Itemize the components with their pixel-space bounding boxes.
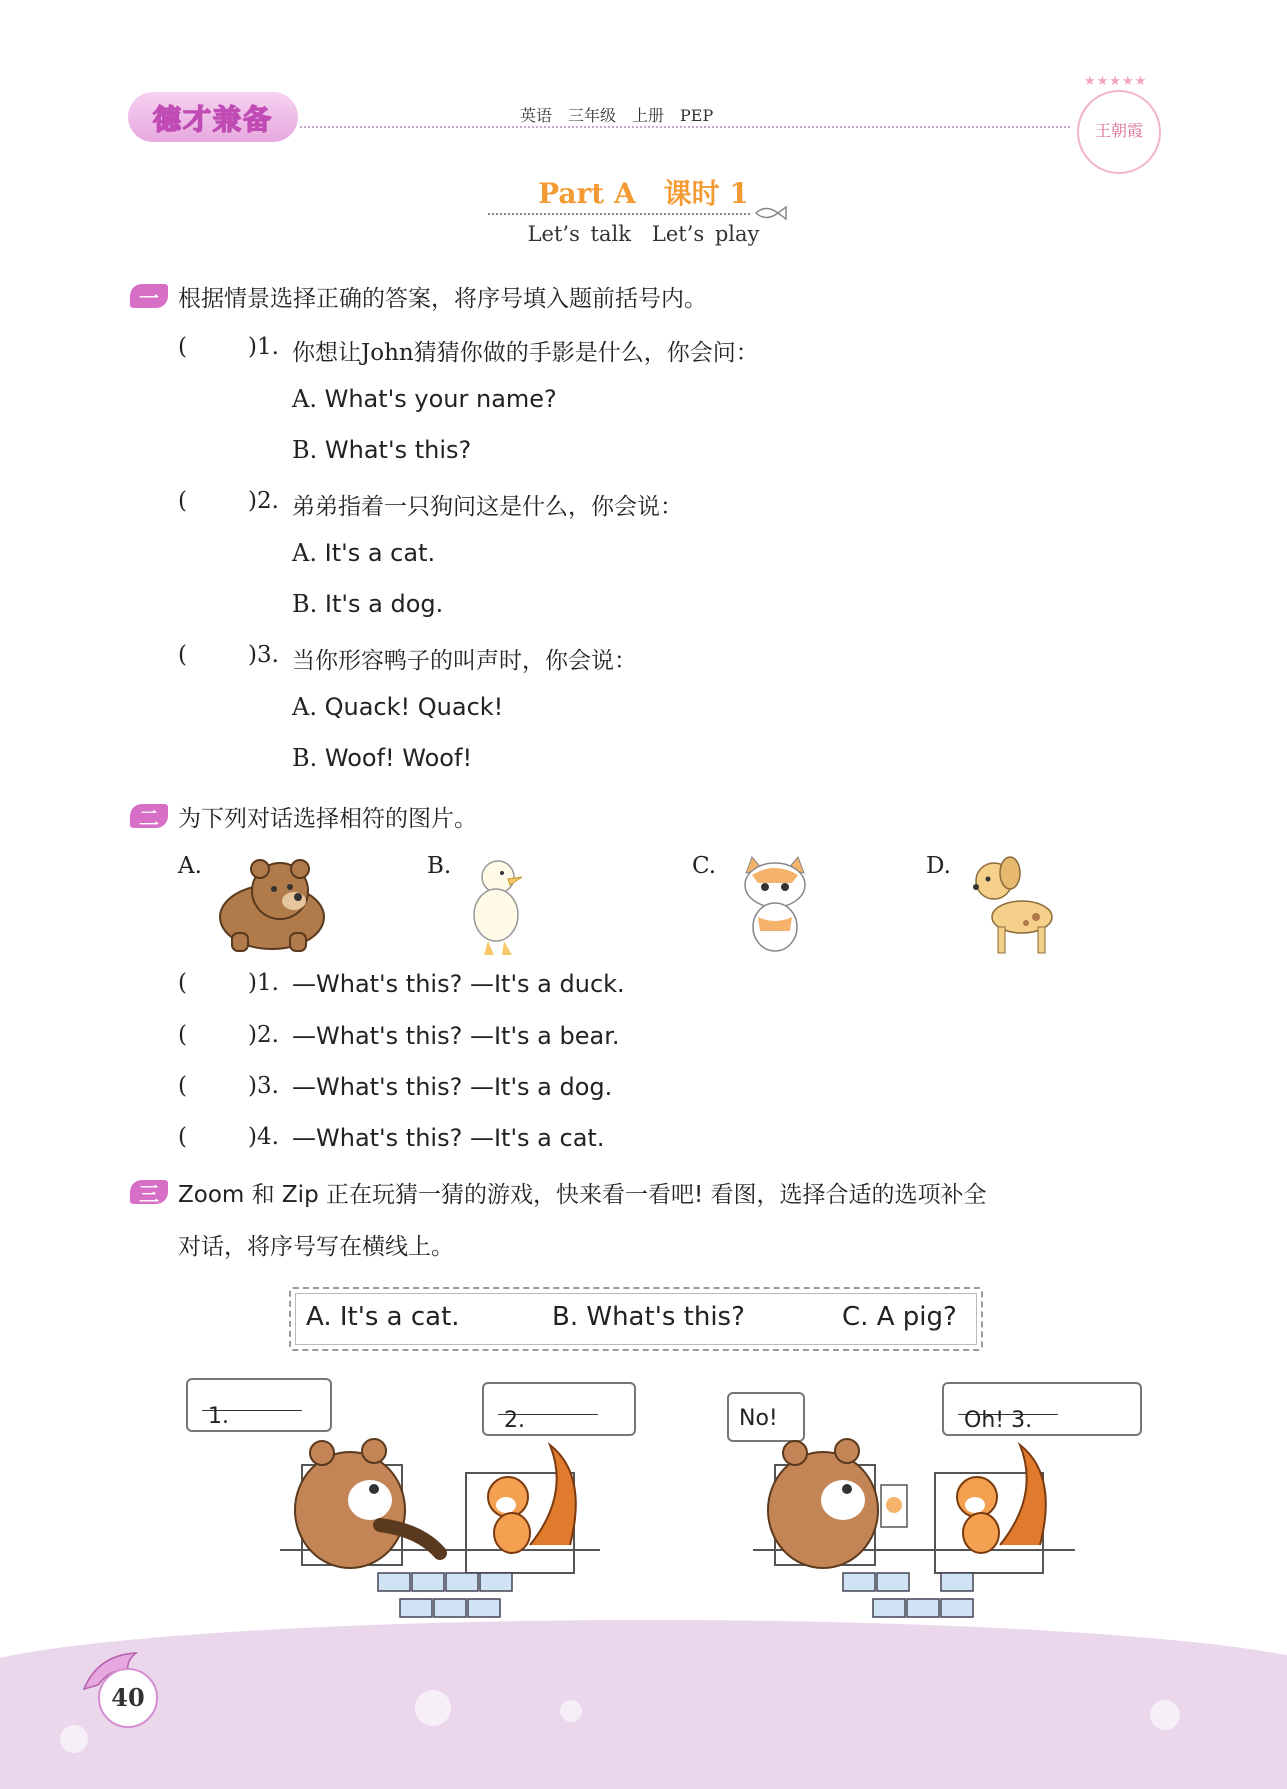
speech-bubble-3: No! [727, 1392, 805, 1442]
s2-item4-text: —What's this? —It's a cat. [292, 1124, 605, 1152]
brand-logo [128, 92, 298, 142]
q3-paren: ( [178, 642, 187, 668]
q3-stem: 当你形容鸭子的叫声时，你会说： [292, 648, 637, 674]
dog-icon [960, 855, 1060, 960]
q2-option-b[interactable]: B. It's a dog. [292, 590, 444, 618]
section3-instruction-line2: 对话，将序号写在横线上。 [178, 1234, 454, 1260]
seal-text: 王朝霞 [1094, 121, 1143, 140]
q1-stem: 你想让John猜猜你做的手影是什么，你会问： [292, 340, 759, 366]
q3-number: )3. [248, 642, 279, 668]
s2-item4-paren: ( [178, 1124, 187, 1150]
q2-number: )2. [248, 488, 279, 514]
cat-icon [728, 855, 823, 955]
title-divider [488, 213, 750, 215]
q3-option-b[interactable]: B. Woof! Woof! [292, 744, 473, 772]
q2-paren: ( [178, 488, 187, 514]
section3-instruction-line1: Zoom 和 Zip 正在玩猜一猜的游戏，快来看一看吧! 看图，选择合适的选项补全 [178, 1182, 987, 1208]
decor-bubble [560, 1700, 582, 1722]
section1-instruction: 根据情景选择正确的答案，将序号填入题前括号内。 [178, 286, 707, 312]
q1-number: )1. [248, 334, 279, 360]
decor-bubble [415, 1690, 451, 1726]
page-number: 40 [98, 1668, 158, 1728]
picture-label-a: A. [178, 853, 202, 879]
q2-option-a[interactable]: A. It's a cat. [292, 539, 436, 567]
s2-item2-number: )2. [248, 1022, 279, 1048]
s2-item1-text: —What's this? —It's a duck. [292, 970, 625, 998]
speech-bubble-1: 1. [186, 1378, 332, 1432]
brand-text: 德才兼备 [152, 103, 273, 136]
q1-option-b[interactable]: B. What's this? [292, 436, 472, 464]
picture-label-d: D. [926, 853, 951, 879]
s2-item3-text: —What's this? —It's a dog. [292, 1073, 613, 1101]
s2-item3-number: )3. [248, 1073, 279, 1099]
choice-c[interactable]: C. A pig? [842, 1302, 957, 1332]
s2-item2-paren: ( [178, 1022, 187, 1048]
choice-a[interactable]: A. It's a cat. [306, 1302, 460, 1332]
q3-option-a[interactable]: A. Quack! Quack! [292, 693, 504, 721]
q1-paren: ( [178, 334, 187, 360]
section2-instruction: 为下列对话选择相符的图片。 [178, 806, 477, 832]
s2-item1-paren: ( [178, 970, 187, 996]
duck-icon [458, 855, 538, 960]
decor-bubble [1150, 1700, 1180, 1730]
q1-option-a[interactable]: A. What's your name? [292, 385, 557, 413]
author-seal [1077, 90, 1161, 174]
section1-badge: 一 [130, 284, 168, 308]
s2-item4-number: )4. [248, 1124, 279, 1150]
bear-zoom-squirrel-zip-scene [270, 1415, 620, 1625]
header-divider [300, 126, 1070, 128]
decor-bubble [60, 1725, 88, 1753]
section3-badge: 三 [130, 1180, 168, 1204]
stars-icon: ★★★★★ [1084, 74, 1148, 89]
picture-label-c: C. [692, 853, 717, 879]
s2-item1-number: )1. [248, 970, 279, 996]
footer-band [0, 1658, 1287, 1789]
bear-icon [210, 855, 330, 955]
q2-stem: 弟弟指着一只狗问这是什么，你会说： [292, 494, 683, 520]
choice-b[interactable]: B. What's this? [552, 1302, 745, 1332]
picture-label-b: B. [427, 853, 452, 879]
page-subtitle: Let’s talk Let’s play [527, 222, 760, 246]
s2-item3-paren: ( [178, 1073, 187, 1099]
subject-line: 英语 三年级 上册 PEP [520, 106, 714, 125]
s2-item2-text: —What's this? —It's a bear. [292, 1022, 620, 1050]
bear-zoom-squirrel-zip-scene-2 [745, 1415, 1085, 1625]
speech-bubble-4: Oh! 3. [942, 1382, 1142, 1436]
speech-bubble-2: 2. [482, 1382, 636, 1436]
page-title: Part A 课时 1 [538, 177, 749, 210]
section2-badge: 二 [130, 804, 168, 828]
